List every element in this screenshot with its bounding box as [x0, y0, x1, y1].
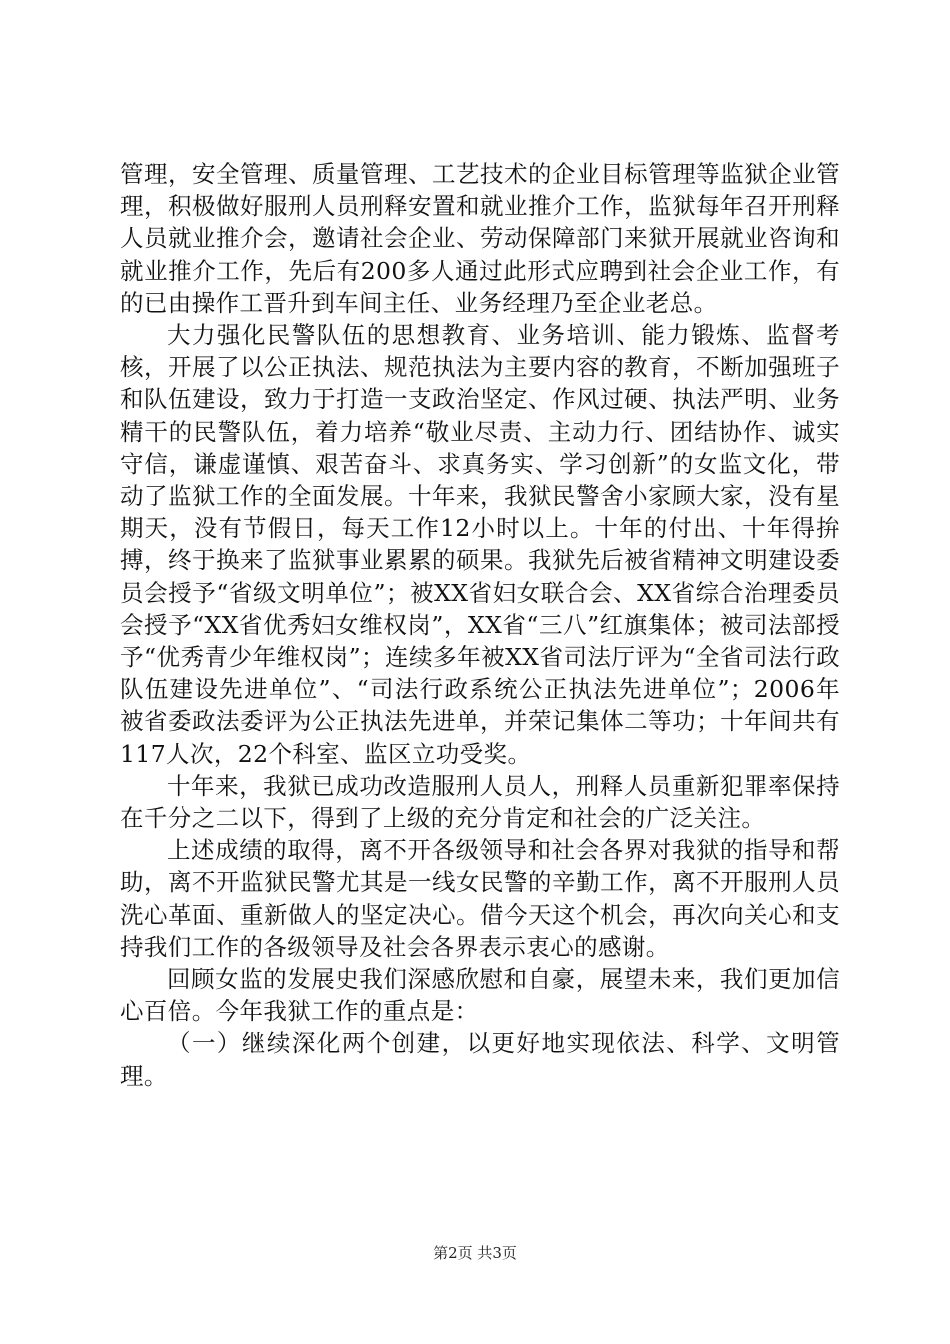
paragraph-5: 回顾女监的发展史我们深感欣慰和自豪，展望未来，我们更加信心百倍。今年我狱工作的重点是：: [120, 965, 840, 1026]
paragraph-4: 上述成绩的取得，离不开各级领导和社会各界对我狱的指导和帮助，离不开监狱民警尤其是一线女民警的辛勤工作，离不开服刑人员洗心革面、重新做人的坚定决心。借今天这个机会，再次向关心和支持我们工作的各级领导及社会各界表示衷心的感谢。: [120, 836, 840, 961]
document-body: [120, 158, 840, 1092]
paragraph-3: 十年来，我狱已成功改造服刑人员人，刑释人员重新犯罪率保持在千分之二以下，得到了上级的充分肯定和社会的广泛关注。: [120, 771, 840, 833]
paragraph-1: 管理，安全管理、质量管理、工艺技术的企业目标管理等监狱企业管理，积极做好服刑人员刑释安置和就业推介工作，监狱每年召开刑释人员就业推介会，邀请社会企业、劳动保障部门来狱开展就业咨询和就业推介工作，先后有200多人通过此形式应聘到社会企业工作，有的已由操作工晋升到车间主任、业务经理乃至企业老总。: [120, 160, 840, 317]
paragraph-2: 大力强化民警队伍的思想教育、业务培训、能力锻炼、监督考核，开展了以公正执法、规范执法为主要内容的教育，不断加强班子和队伍建设，致力于打造一支政治坚定、作风过硬、执法严明、业务精干的民警队伍，着力培养“敬业尽责、主动力行、团结协作、诚实守信，谦虚谨慎、艰苦奋斗、求真务实、学习创新”的女监文化，带动了监狱工作的全面发展。十年来，我狱民警舍小家顾大家，没有星期天，没有节假日，每天工作12小时以上。十年的付出、十年得拚搏，终于换来了监狱事业累累的硕果。我狱先后被省精神文明建设委员会授予“省级文明单位”；被XX省妇女联合会、XX省综合治理委员会授予“XX省优秀妇女维权岗”，XX省“三八”红旗集体；被司法部授予“优秀青少年维权岗”；连续多年被XX省司法厅评为“全省司法行政队伍建设先进单位”、“司法行政系统公正执法先进单位”；2006年被省委政法委评为公正执法先进单，并荣记集体二等功；十年间共有117人次，22个科室、监区立功受奖。: [120, 321, 840, 768]
page-number-footer: 第2页 共3页: [433, 1244, 517, 1262]
paragraph-6: （一）继续深化两个创建，以更好地实现依法、科学、文明管理。: [120, 1029, 840, 1090]
